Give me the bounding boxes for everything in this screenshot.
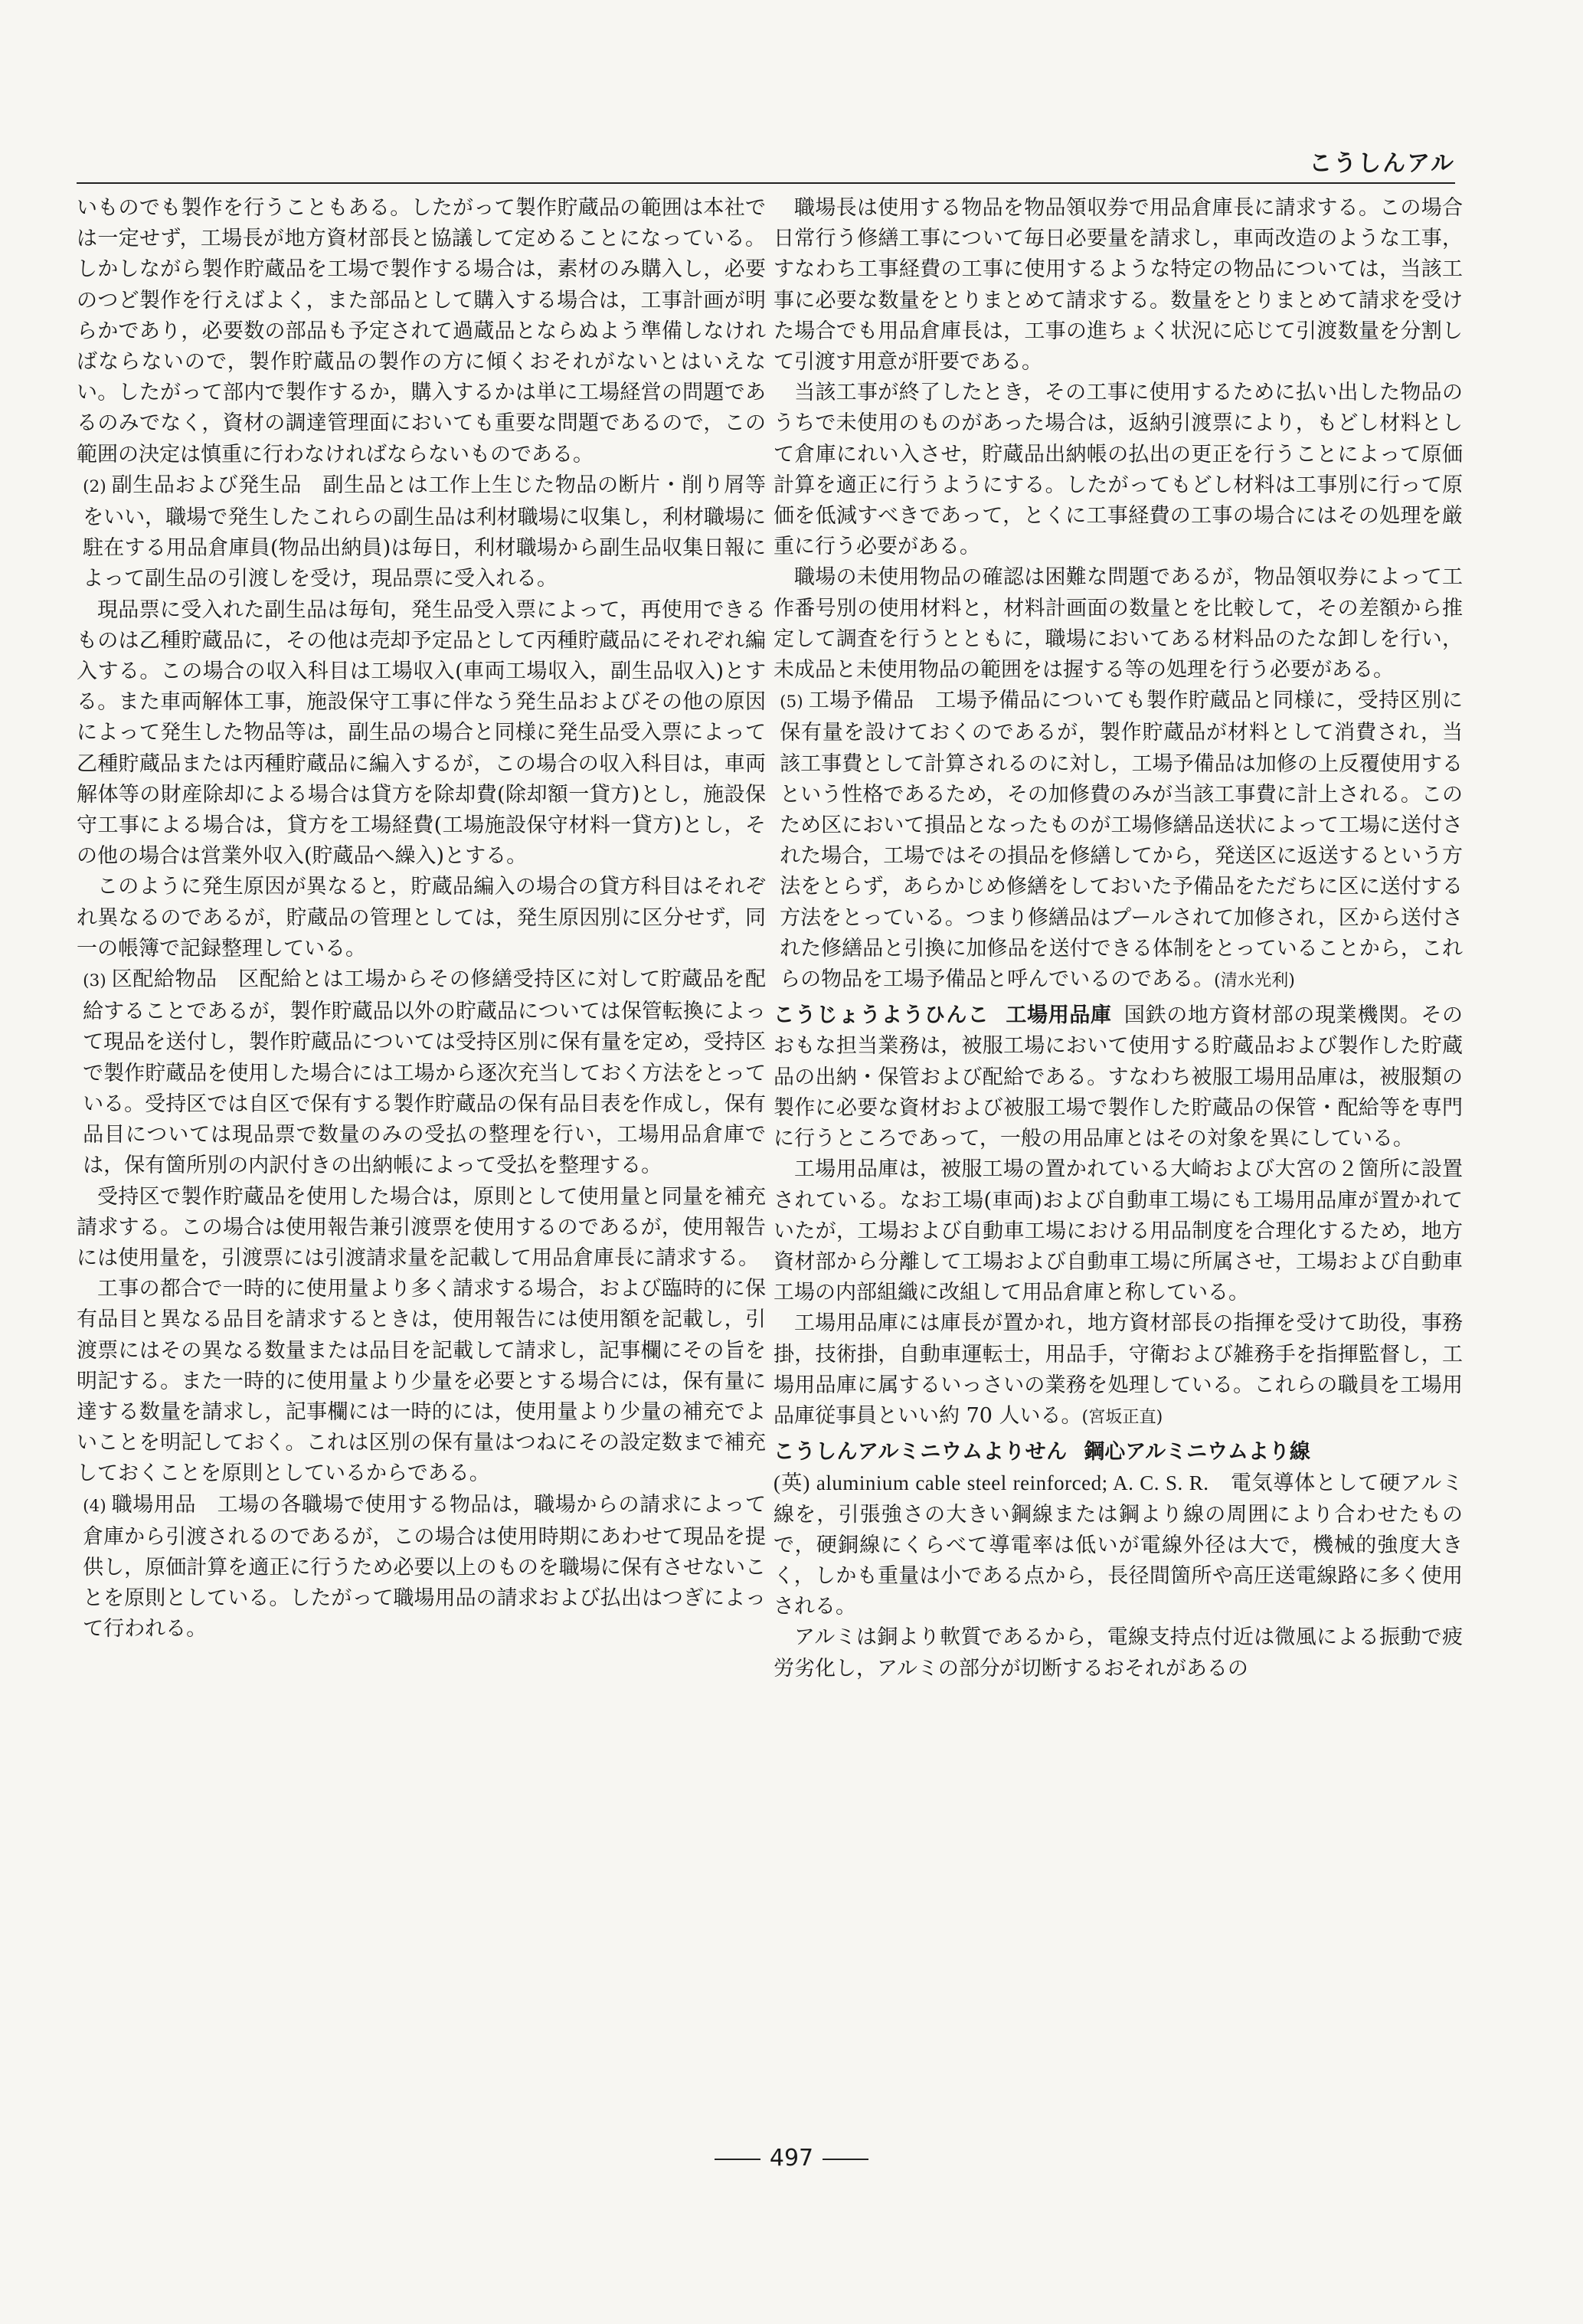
right-column [774,193,1463,2139]
left-column [77,193,766,2139]
paragraph-text: 職場の未使用物品の確認は困難な問題であるが，物品領収券によって工作番号別の使用材料と，材料計画面の数量とを比較して，その差額から推定して調査を行うとともに，職場においてある材料品のたな卸しを行い，未成品と未使用物品の範囲をは握する等の処理を行う必要がある。 [774,565,1463,682]
paragraph-text: 工場予備品 工場予備品についても製作貯蔵品と同様に，受持区別に保有量を設けておくのであるが，製作貯蔵品が材料として消費され，当該工事費として計算されるのに対し，工場予備品は加修の上反覆使用するという性格であるため，その加修費のみが当該工事費に計上される。このため区において損品となったものが工場修繕品送状によって工場に送付された場合，工場ではその損品を修繕してから，発送区に返送するという方法をとらず，あらかじめ修繕をしておいた予備品をただちに区に送付する方法をとっている。つまり修繕品はプールされて加修され，区から送付された修繕品と引換に加修品を送付できる体制をとっていることから，これらの物品を工場予備品と呼んでいるのである。 [780,689,1463,992]
author-credit: (清水光利) [1214,971,1295,991]
paragraph-number: (5) [780,692,803,712]
paragraph [77,193,766,470]
paragraph-text: 現品票に受入れた副生品は毎旬，発生品受入票によって，再使用できるものは乙種貯蔵品に，その他は売却予定品として丙種貯蔵品にそれぞれ編入する。この場合の収入科目は工場収入(車両工場収入，副生品収入)とする。また車両解体工事，施設保守工事に伴なう発生品およびその他の原因によって発生した物品等は，副生品の場合と同様に発生品受入票によって乙種貯蔵品または丙種貯蔵品に編入するが，この場合の収入科目は，車両解体等の財産除却による場合は貸方を除却費(除却額一貸方)とし，施設保守工事による場合は，貸方を工場経費(工場施設保守材料一貸方)とし，その他の場合は営業外収入(貯蔵品へ繰入)とする。 [77,597,766,869]
entry-headword-kana: こうしんアルミニウムよりせん [774,1440,1068,1465]
paragraph [77,1182,766,1275]
paragraph-text: このように発生原因が異なると，貯蔵品編入の場合の貸方科目はそれぞれ異なるのであるが，貯蔵品の管理としては，発生原因別に区分せず，同一の帳簿で記録整理している。 [77,875,766,961]
paragraph [774,1154,1463,1308]
entry-text: 国鉄の地方資材部の現業機関。そのおもな担当業務は，被服工場において使用する貯蔵品および製作した貯蔵品の出納・保管および配給である。すなわち被服工場用品庫は，被服類の製作に必要な資材および被服工場で製作した貯蔵品の保管・配給等を専門に行うところであって，一般の用品庫とはその対象を異にしている。 [774,1003,1463,1151]
running-header-title: こうしんアル [1309,150,1455,177]
paragraph-number: (2) [83,476,106,496]
paragraph-text: 職場用品 工場の各職場で使用する物品は，職場からの請求によって倉庫から引渡されるのであるが，この場合は使用時期にあわせて現品を提供し，原価計算を適正に行うため必要以上のものを職場に保有させないことを原則としている。したがって職場用品の請求および払出はつぎによって行われる。 [83,1492,766,1642]
paragraph-text: 工場用品庫には庫長が置かれ，地方資材部長の指揮を受けて助役，事務掛，技術掛，自動車運転士，用品手，守衛および雑務手を指揮監督し，工場用品庫に属するいっさいの業務を処理している。これらの職員を工場用品庫従事員といい約 70 人いる。 [774,1311,1463,1428]
page-footer [0,2145,1583,2172]
paragraph-text: 工場用品庫は，被服工場の置かれている大崎および大宮の２箇所に設置されている。なお工場(車両)および自動車工場にも工場用品庫が置かれていたが，工場および自動車工場における用品制度を合理化するため，地方資材部から分離して工場および自動車工場に所属させ，工場および自動車工場の内部組織に改組して用品倉庫と称している。 [774,1157,1463,1305]
paragraph [77,1274,766,1489]
paragraph [774,1622,1463,1684]
running-header [77,138,1455,184]
paragraph [77,872,766,964]
paragraph [77,595,766,872]
paragraph-text: 区配給物品 区配給とは工場からその修繕受持区に対して貯蔵品を配給することであるが，製作貯蔵品以外の貯蔵品については保管転換によって現品を送付し，製作貯蔵品については受持区別に保有量を定め，受持区で製作貯蔵品を使用した場合には工場から逐次充当しておく方法をとっている。受持区では自区で保有する製作貯蔵品の保有品目表を作成し，保有品目については現品票で数量のみの受払の整理を行い，工場用品倉庫では，保有箇所別の内訳付きの出納帳によって受払を整理する。 [83,967,766,1178]
paragraph [774,562,1463,686]
page-number: 497 [769,2145,814,2172]
footer-dash-right [823,2159,868,2160]
entry-text: 電気導体として硬アルミ線を，引張強さの大きい鋼線または鋼より線の周囲により合わせたもので，硬銅線にくらべて導電率は低いが電線外径は大で，機械的強度大きく，しかも重量は小である点から，長径間箇所や高圧送電線路に多く使用される。 [774,1471,1463,1619]
dictionary-entry [774,1437,1463,1622]
paragraph-text: 副生品および発生品 副生品とは工作上生じた物品の断片・削り屑等をいい，職場で発生したこれらの副生品は利材職場に収集し，利材職場に駐在する用品倉庫員(物品出納員)は毎日，利材職場から副生品収集日報によって副生品の引渡しを受け，現品票に受入れる。 [83,473,766,591]
numbered-paragraph [77,470,766,595]
footer-dash-left [715,2159,760,2160]
paragraph-text: 工事の都合で一時的に使用量より多く請求する場合，および臨時的に保有品目と異なる品目を請求するときは，使用報告には使用額を記載し，引渡票にはその異なる数量または品目を記載して請求し，記事欄にその旨を明記する。また一時的に使用量より少量を必要とする場合には，保有量に達する数量を請求し，記事欄には一時的には，使用量より少量の補充でよいことを明記しておく。これは区別の保有量はつねにその設定数まで補充しておくことを原則としているからである。 [77,1277,766,1486]
numbered-paragraph [77,1490,766,1645]
entry-english-term: (英) aluminium cable steel reinforced; A. C. S. R. [774,1471,1209,1495]
paragraph-text: アルミは銅より軟質であるから，電線支持点付近は微風による振動で疲労劣化し，アルミの部分が切断するおそれがあるの [774,1625,1463,1681]
paragraph [774,193,1463,378]
paragraph [774,1308,1463,1432]
entry-headword-term: 鋼心アルミニウムより線 [1084,1440,1310,1465]
author-credit: (宮坂正直) [1081,1406,1163,1427]
paragraph-text: 職場長は使用する物品を物品領収券で用品倉庫長に請求する。この場合日常行う修繕工事について毎日必要量を請求し，車両改造のような工事，すなわち工事経費の工事に使用するような特定の物品については，当該工事に必要な数量をとりまとめて請求する。数量をとりまとめて請求を受けた場合でも用品倉庫長は，工事の進ちょく状況に応じて引渡数量を分割して引渡す用意が肝要である。 [774,196,1463,375]
header-rule [77,182,1455,184]
numbered-paragraph [77,964,766,1181]
dictionary-entry [774,1000,1463,1154]
paragraph-number: (3) [83,971,106,991]
paragraph-text: いものでも製作を行うこともある。したがって製作貯蔵品の範囲は本社では一定せず，工場長が地方資材部長と協議して定めることになっている。しかしながら製作貯蔵品を工場で製作する場合は，素材のみ購入し，必要のつど製作を行えばよく，また部品として購入する場合は，工事計画が明らかであり，必要数の部品も予定されて過蔵品とならぬよう準備しなければならないので，製作貯蔵品の製作の方に傾くおそれがないとはいえない。したがって部内で製作するか，購入するかは単に工場経営の問題であるのみでなく，資材の調達管理面においても重要な問題であるので，この範囲の決定は慎重に行わなければならないものである。 [77,196,766,466]
paragraph-text: 受持区で製作貯蔵品を使用した場合は，原則として使用量と同量を補充請求する。この場合は使用報告兼引渡票を使用するのであるが，使用報告には使用量を，引渡票には引渡請求量を記載して用品倉庫長に請求する。 [77,1184,766,1270]
numbered-paragraph [774,686,1463,996]
paragraph-text: 当該工事が終了したとき，その工事に使用するために払い出した物品のうちで未使用のものがあった場合は，返納引渡票により，もどし材料として倉庫にれい入させ，貯蔵品出納帳の払出の更正を行うことによって原価計算を適正に行うようにする。したがってもどし材料は工事別に行って原価を低減すべきであって，とくに工事経費の工事の場合にはその処理を厳重に行う必要がある。 [774,381,1463,559]
paragraph-number: (4) [83,1496,106,1516]
entry-headword-term: 工場用品庫 [1006,1003,1112,1028]
entry-headword-kana: こうじょうようひんこ [774,1003,989,1028]
paragraph [774,378,1463,562]
